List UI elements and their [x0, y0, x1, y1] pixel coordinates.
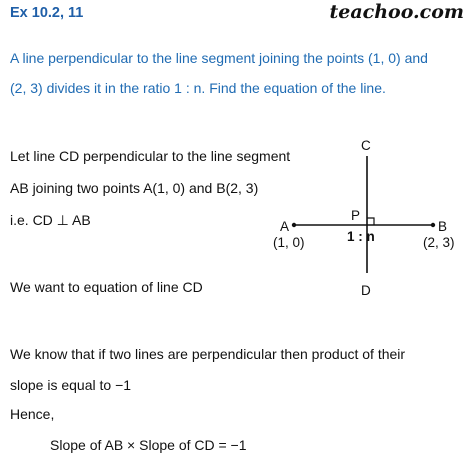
label-b-coord: (2, 3)	[423, 235, 455, 250]
exercise-title: Ex 10.2, 11	[10, 5, 84, 21]
perpendicular-diagram	[270, 133, 470, 303]
brand-logo[interactable]: teachoo.com	[329, 1, 464, 23]
label-b: B	[438, 219, 448, 234]
question-line-1: A line perpendicular to the line segment joining the points (1, 0) and	[10, 50, 428, 66]
solution-line-5: We know that if two lines are perpendicular then product of their	[10, 346, 406, 362]
question-line-2: (2, 3) divides it in the ratio 1 : n. Find the equation of the line.	[10, 80, 386, 96]
right-angle-marker	[367, 218, 374, 225]
solution-line-2: AB joining two points A(1, 0) and B(2, 3)	[10, 180, 259, 196]
label-d: D	[361, 283, 371, 298]
solution-line-6: slope is equal to −1	[10, 377, 132, 393]
label-ratio: 1 : n	[347, 229, 375, 244]
solution-line-7: Hence,	[10, 406, 55, 422]
point-a	[292, 223, 296, 227]
label-a-coord: (1, 0)	[273, 235, 305, 250]
solution-line-1: Let line CD perpendicular to the line segment	[10, 148, 291, 164]
label-p: P	[351, 208, 361, 223]
solution-line-3: i.e. CD ⊥ AB	[10, 212, 91, 228]
point-b	[431, 223, 435, 227]
solution-line-4: We want to equation of line CD	[10, 279, 203, 295]
solution-line-8: Slope of AB × Slope of CD = −1	[50, 437, 247, 453]
label-c: C	[361, 138, 371, 153]
label-a: A	[280, 219, 290, 234]
